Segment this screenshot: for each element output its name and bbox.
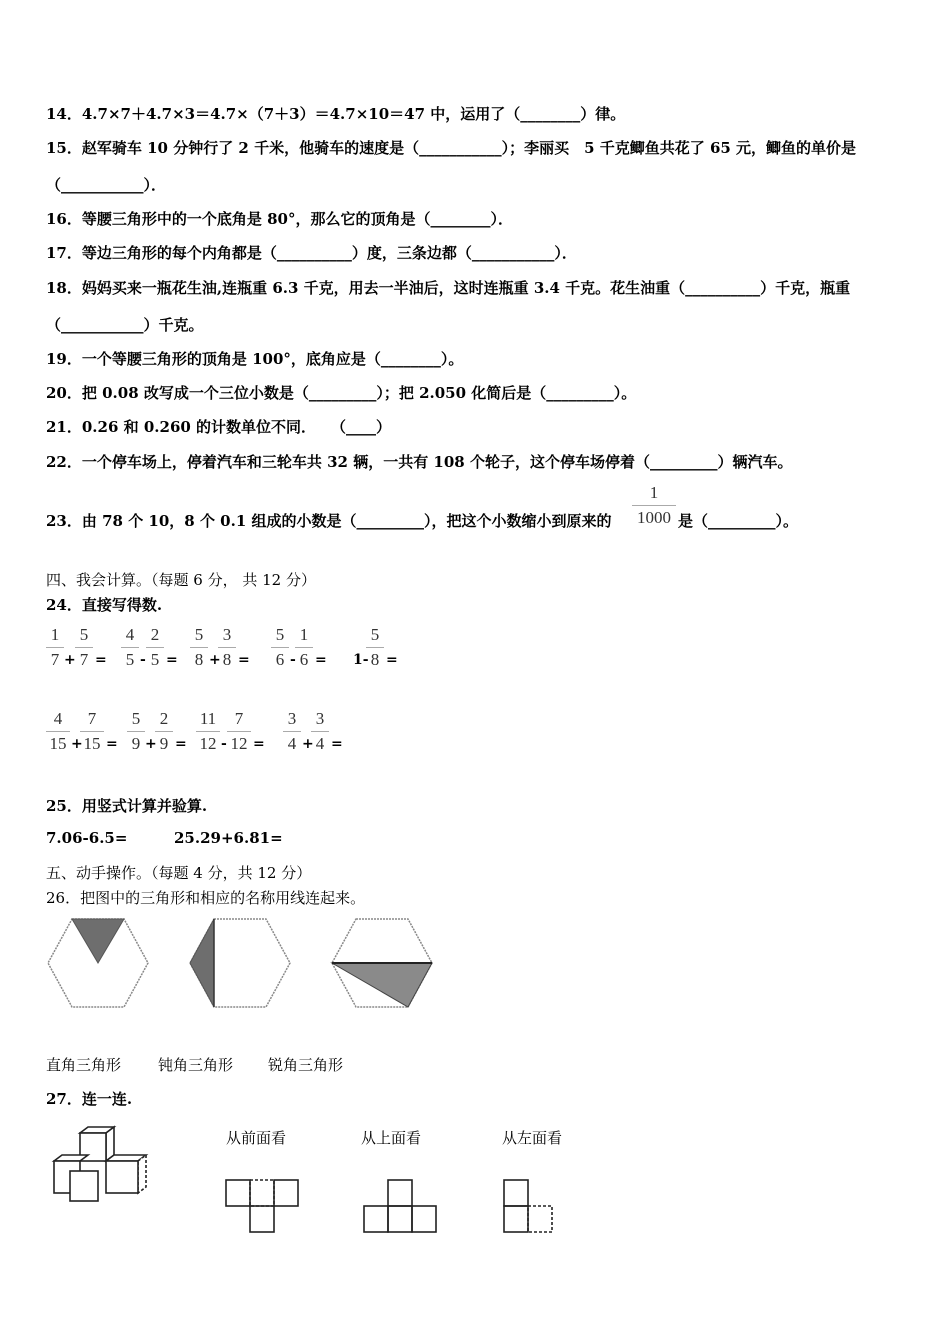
q23-fraction: [632, 482, 676, 529]
question-15-line1: 15．赵军骑车 10 分钟行了 2 千米，他骑车的速度是（___________）；李丽买 5 千克鲫鱼共花了 65 元，鲫鱼的单价是: [46, 139, 857, 157]
triangle-label-acute: 锐角三角形: [268, 1056, 344, 1074]
triangle-label-obtuse: 钝角三角形: [158, 1056, 234, 1074]
top-view-drawing: [362, 1178, 438, 1234]
question-21: 21．0.26 和 0.260 的计数单位不同． （____）: [46, 418, 392, 436]
question-23-part1: 23．由 78 个 10，8 个 0.1 组成的小数是（_________），把这个小数缩小到原来的: [46, 512, 612, 530]
section-5-title: 五、动手操作。（每题 4 分，共 12 分）: [46, 864, 312, 882]
question-18-line1: 18．妈妈买来一瓶花生油,连瓶重 6.3 千克，用去一半油后，这时连瓶重 3.4 千克。花生油重（__________）千克，瓶重: [46, 279, 851, 297]
front-view-drawing: [224, 1178, 300, 1234]
triangle-label-right: 直角三角形: [46, 1056, 122, 1074]
hexagon-figure-3: [330, 917, 434, 1009]
view-label-left: 从左面看: [502, 1129, 563, 1147]
view-label-front: 从前面看: [226, 1129, 287, 1147]
view-label-top: 从上面看: [361, 1129, 422, 1147]
question-25: 25．用竖式计算并验算.: [46, 797, 208, 815]
question-26: 26．把图中的三角形和相应的名称用线连起来。: [46, 889, 366, 907]
q25-expr-a: 7.06-6.5=: [46, 829, 128, 847]
section-4-title: 四、我会计算。（每题 6 分， 共 12 分）: [46, 571, 316, 589]
question-18-line2: （___________）千克。: [46, 316, 204, 334]
question-16: 16．等腰三角形中的一个底角是 80°，那么它的顶角是（________）．: [46, 210, 513, 228]
q25-expr-b: 25.29+6.81=: [174, 829, 283, 847]
hexagon-figure-1: [46, 917, 150, 1009]
q23-fraction-numerator: 1: [649, 483, 659, 502]
question-27: 27．连一连.: [46, 1090, 133, 1108]
question-15-line2: （___________）．: [46, 176, 167, 194]
question-24: 24．直接写得数.: [46, 596, 163, 614]
question-19: 19．一个等腰三角形的顶角是 100°，底角应是（________）。: [46, 350, 464, 368]
cube-stack-figure: [48, 1125, 156, 1203]
question-17: 17．等边三角形的每个内角都是（__________）度，三条边都（___________）．: [46, 244, 577, 262]
hexagon-figure-2: [188, 917, 292, 1009]
q23-fraction-denominator: 1000: [637, 508, 671, 527]
left-view-drawing: [502, 1178, 556, 1234]
question-22: 22．一个停车场上，停着汽车和三轮车共 32 辆，一共有 108 个轮子，这个停车场停着（_________）辆汽车。: [46, 453, 793, 471]
question-23-part2: 是（_________）。: [678, 512, 799, 530]
question-20: 20．把 0.08 改写成一个三位小数是（_________）；把 2.050 化简后是（_________）。: [46, 384, 637, 402]
question-14: 14．4.7×7＋4.7×3＝4.7×（7＋3）＝4.7×10＝47 中，运用了（________）律。: [46, 105, 626, 123]
